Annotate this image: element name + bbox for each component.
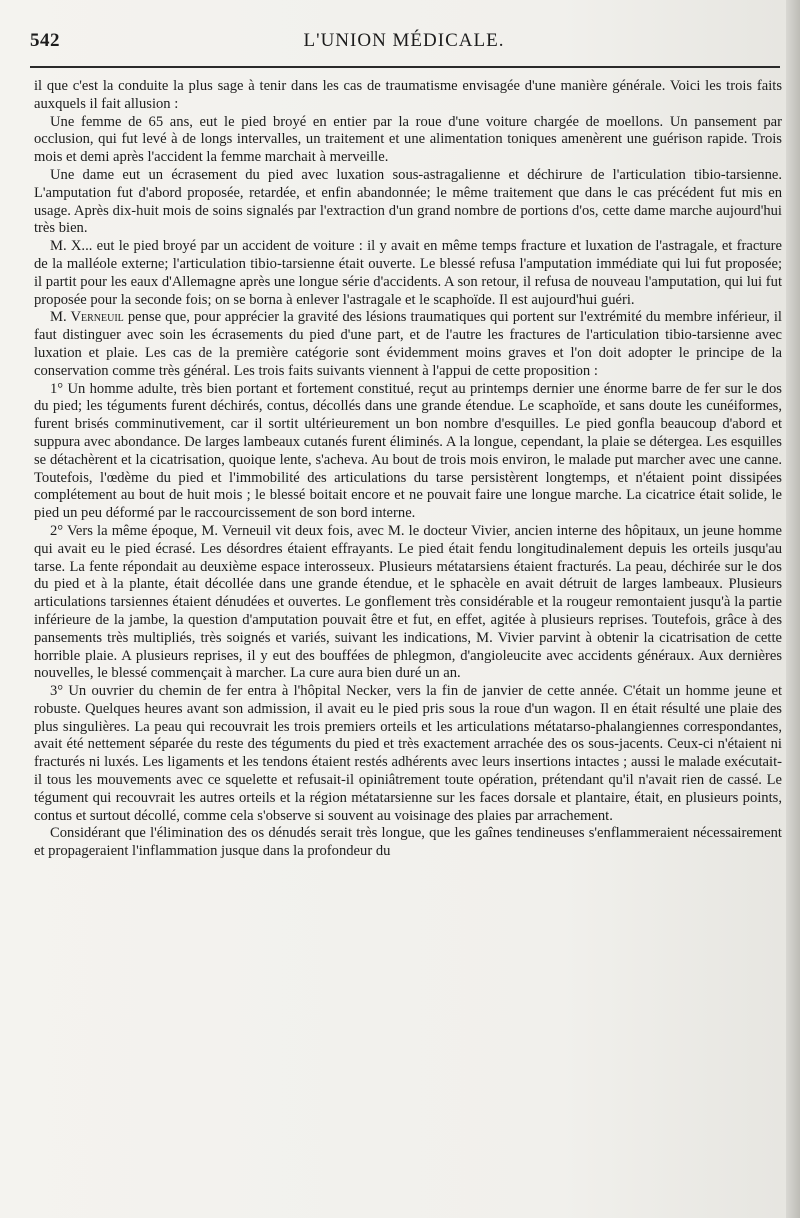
paragraph-conclusion: Considérant que l'élimination des os dénudés serait très longue, que les gaînes tendineuses s'enflammeraient nécessairement et propageraient l'inflammation jusque dans la profondeur du (34, 825, 782, 860)
paragraph-observation-3: 3° Un ouvrier du chemin de fer entra à l'hôpital Necker, vers la fin de janvier de cette année. C'était un homme jeune et robuste. Quelques heures avant son admission, il avait eu le pied pris sous la roue d'un wagon. Il en était résulté une plaie des plus singulières. La peau qui recouvrait les trois premiers orteils et les articulations métatarso-phalangiennes correspondantes, avait été nettement séparée du reste des téguments du pied et très exactement arrachée des os sous-jacents. Ceux-ci n'étaient ni fracturés ni luxés. Les ligaments et les tendons étaient restés adhérents avec leurs insertions intactes ; aussi le malade exécutait-il tous les mouvements avec ce squelette et refusait-il opiniâtrement toute opération, prétendant qu'il n'avait rien de cassé. Le tégument qui recouvrait les autres orteils et la région métatarsienne sur les faces dorsale et plantaire, était, en plusieurs points, contus et surtout décollé, comme cela s'observe si souvent au voisinage des plaies par arrachement. (34, 683, 782, 824)
paragraph-case-2: Une dame eut un écrasement du pied avec luxation sous-astragalienne et déchirure de l'articulation tibio-tarsienne. L'amputation fut d'abord proposée, retardée, et enfin abandonnée; le même traitement que dans le cas précédent fut mis en usage. Après dix-huit mois de soins signalés par l'extraction d'un grand nombre de portions d'os, cette dame marche aujourd'hui très bien. (34, 166, 782, 237)
speaker-name: M. Verneuil (50, 309, 124, 326)
journal-title: L'UNION MÉDICALE. (303, 30, 505, 51)
page-number: 542 (30, 30, 60, 51)
paragraph-intro: il que c'est la conduite la plus sage à tenir dans les cas de traumatisme envisagée d'une manière générale. Voici les trois faits auxquels il fait allusion : (34, 78, 782, 112)
paragraph-verneuil-text: pense que, pour apprécier la gravité des lésions traumatiques qui portent sur l'extrémité du membre inférieur, il faut distinguer avec soin les écrasements du pied d'une part, et de l'autre les fractures de l'articulation tibio-tarsienne avec luxation et plaie. Les cas de la première catégorie sont évidemment moins graves et l'on doit adopter le principe de la conservation comme très général. Les trois faits suivants viennent à l'appui de cette proposition : (34, 309, 782, 379)
page-edge-shadow (786, 0, 800, 1218)
article-body (34, 78, 782, 861)
paragraph-observation-2: 2° Vers la même époque, M. Verneuil vit deux fois, avec M. le docteur Vivier, ancien interne des hôpitaux, un jeune homme qui avait eu le pied écrasé. Les désordres étaient effrayants. Le pied était fendu longitudinalement depuis les orteils jusqu'au tarse. La fente répondait au deuxième espace interosseux. Plusieurs métatarsiens étaient fracturés. La peau, déchirée sur le dos du pied et à la plante, était décollée dans une grande étendue, et le sphacèle en avait détruit de larges lambeaux. Plusieurs articulations tarsiennes étaient dénudées et ouvertes. Le gonflement très considérable et la rougeur remontaient jusqu'à la partie inférieure de la jambe, la question d'amputation pouvait être et fut, en effet, agitée à plusieurs reprises. Toutefois, grâce à des pansements très multipliés, très soignés et variés, suivant les indications, M. Vivier parvint à obtenir la cicatrisation de cette horrible plaie. A plusieurs reprises, il y eut des bouffées de phlegmon, d'angioleucite avec accidents généraux. Aux dernières nouvelles, le blessé commençait à marcher. La cure aura bien duré un an. (34, 522, 782, 682)
paragraph-observation-1: 1° Un homme adulte, très bien portant et fortement constitué, reçut au printemps dernier une énorme barre de fer sur le dos du pied; les téguments furent déchirés, contus, décollés dans une grande étendue. Le scaphoïde, et sans doute les cunéiformes, furent brisés comminutivement, car il sortit ultérieurement un bon nombre d'esquilles. Le pied gonfla beaucoup d'abord et suppura avec abondance. De larges lambeaux cutanés furent éliminés. A la longue, cependant, la plaie se détergea. Les esquilles se détachèrent et la cicatrisation, quoique lente, s'acheva. Au bout de trois mois environ, le malade put marcher avec une canne. Toutefois, l'œdème du pied et l'immobilité des articulations du tarse persistèrent longtemps, et n'étaient point dissipées complétement au bout de huit mois ; le blessé boitait encore et ne pouvait faire une longue marche. La cicatrice était solide, le pied un peu déformé par le raccourcissement de son bord interne. (34, 380, 782, 522)
paragraph-case-1: Une femme de 65 ans, eut le pied broyé en entier par la roue d'une voiture chargée de moellons. Un pansement par occlusion, qui fut levé à de longs intervalles, un traitement et une alimentation toniques amenèrent une guérison rapide. Trois mois et demi après l'accident la femme marchait à merveille. (34, 113, 782, 166)
paragraph-verneuil (34, 309, 782, 380)
paragraph-case-3: M. X... eut le pied broyé par un accident de voiture : il y avait en même temps fracture et luxation de l'astragale, et fracture de la malléole externe; l'articulation tibio-tarsienne était ouverte. Le blessé refusa l'amputation immédiate qui lui fut proposée; il partit pour les eaux d'Allemagne après une longue série d'accidents. A son retour, il refusa de nouveau l'amputation, qui lui fut proposée pour la seconde fois; on se borna à enlever l'astragale et le scaphoïde. Il est aujourd'hui guéri. (34, 238, 782, 308)
header-rule (30, 66, 780, 68)
page-header (30, 30, 778, 58)
